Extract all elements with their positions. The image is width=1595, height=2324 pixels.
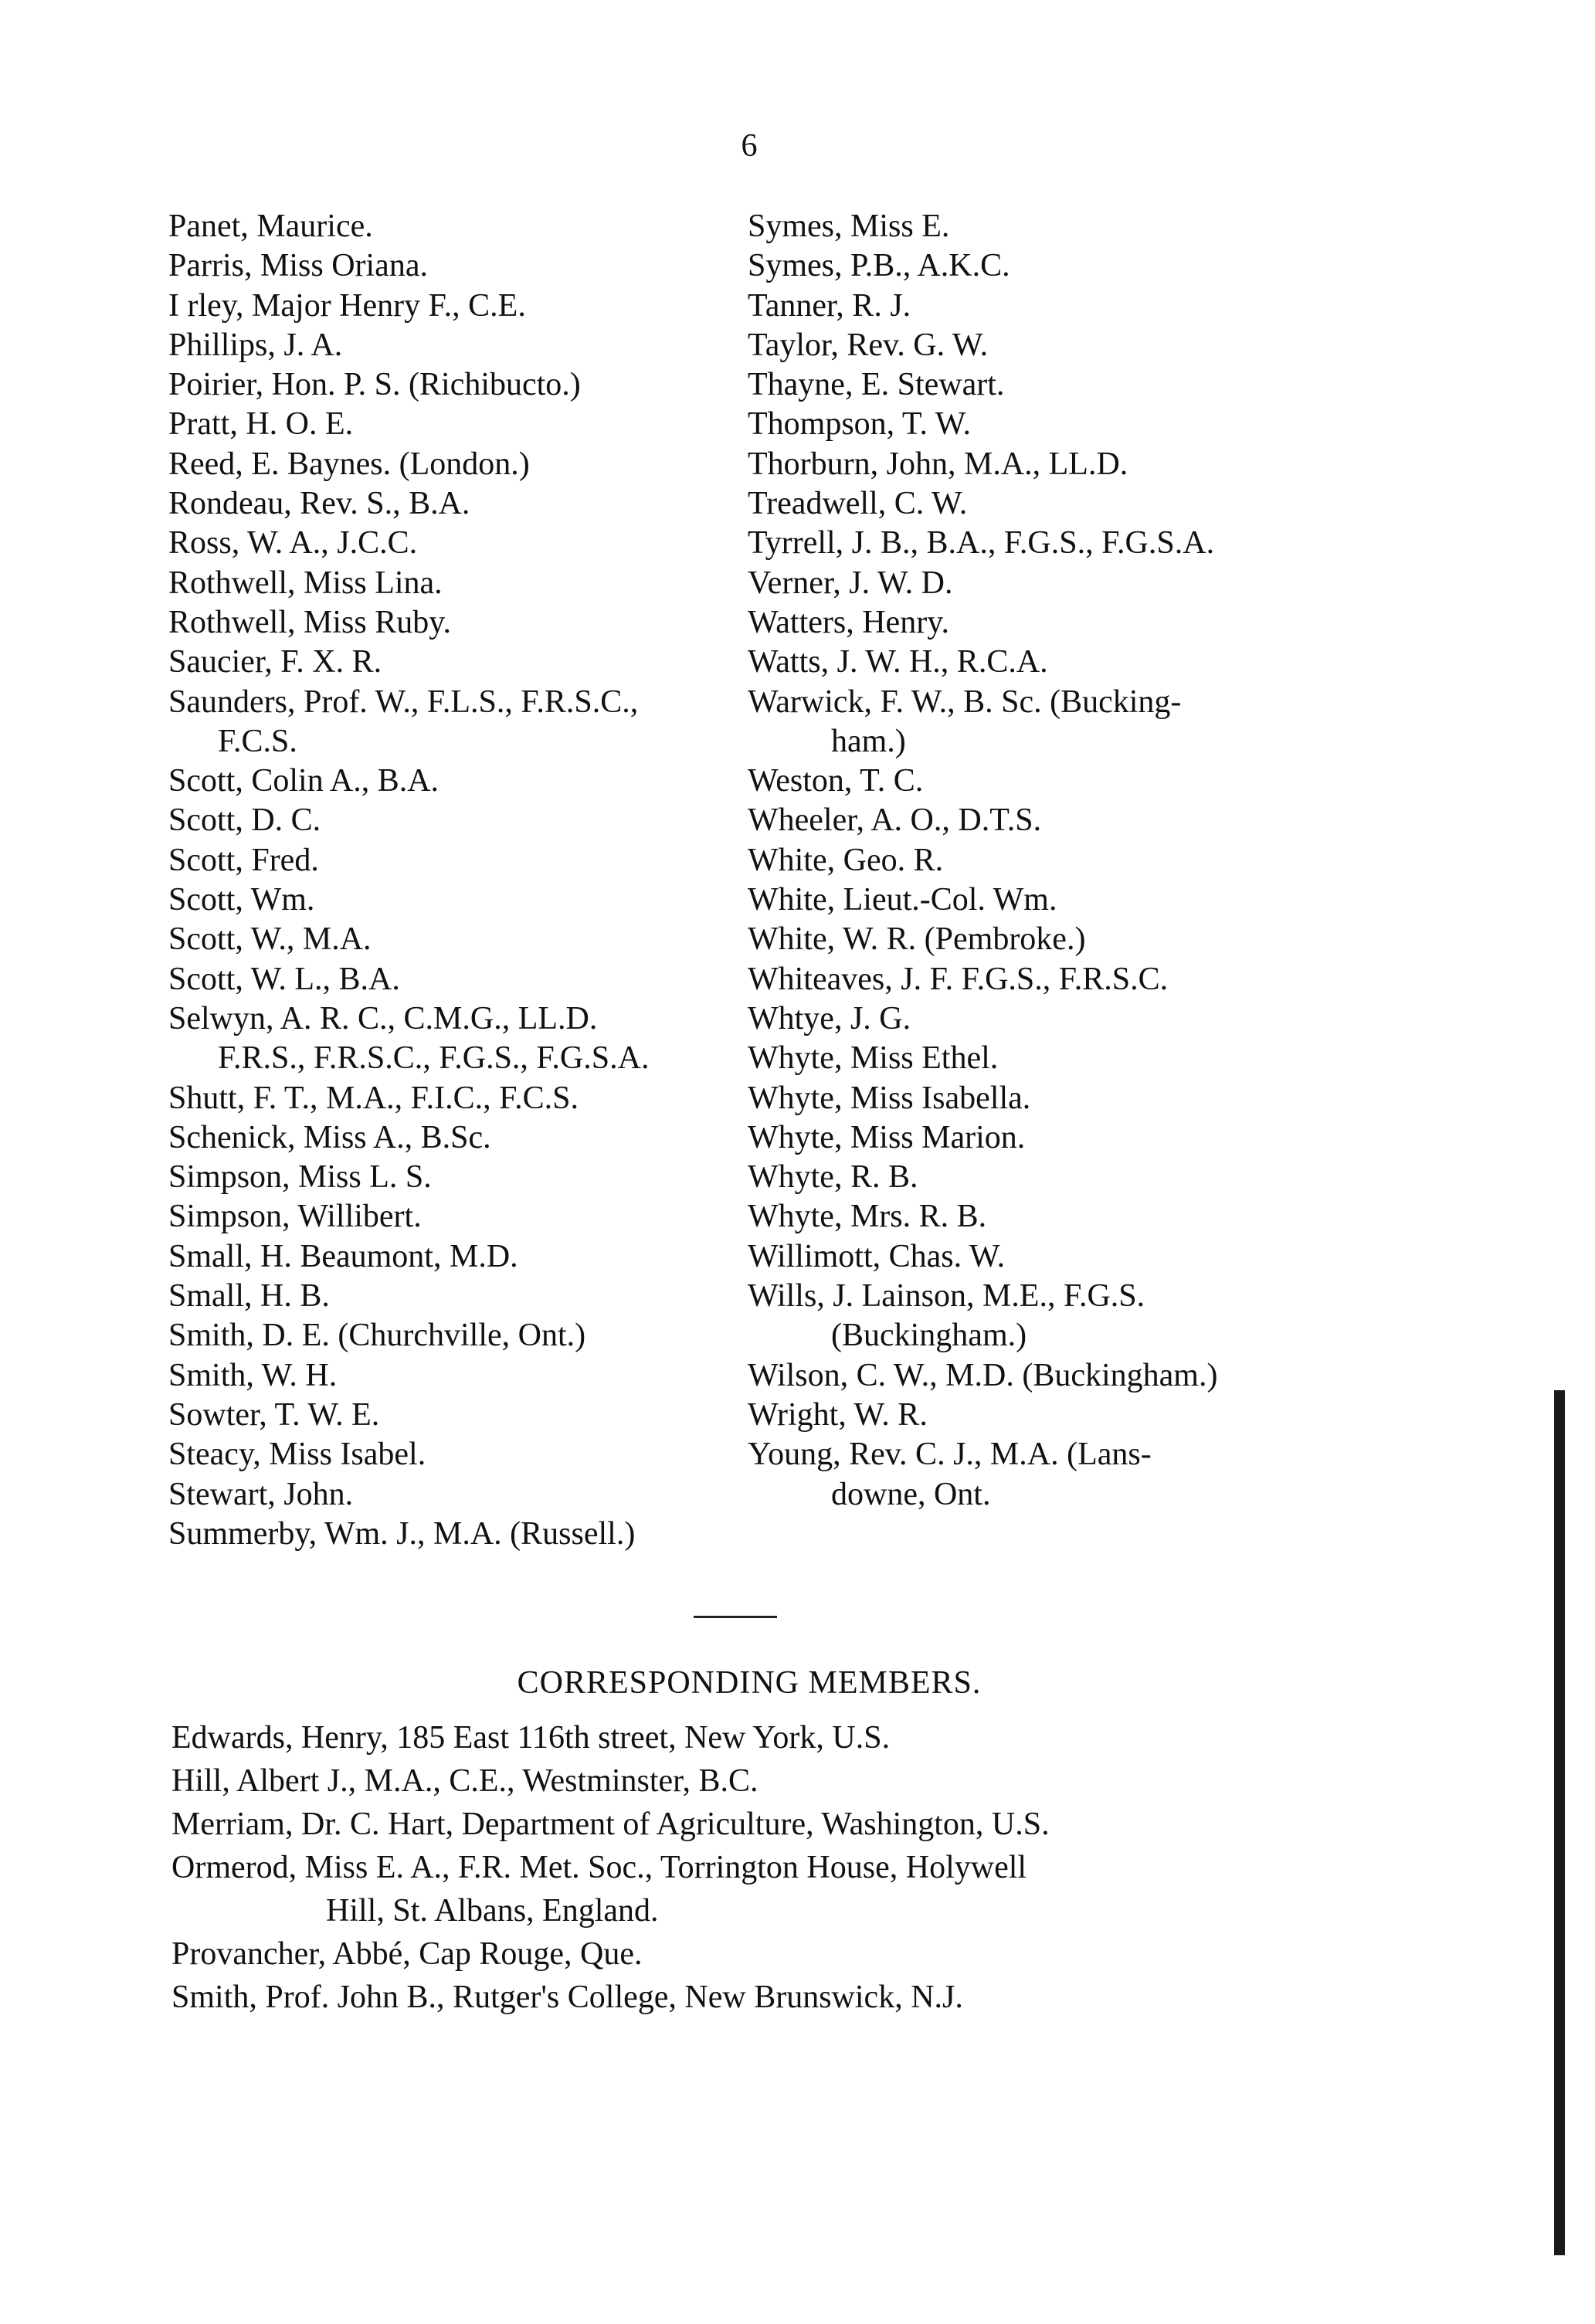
member-entry: Tyrrell, J. B., B.A., F.G.S., F.G.S.A. bbox=[748, 525, 1215, 561]
member-entry: Verner, J. W. D. bbox=[748, 565, 953, 601]
member-entry: Pratt, H. O. E. bbox=[168, 406, 354, 443]
member-entry: Steacy, Miss Isabel. bbox=[168, 1437, 426, 1473]
member-entry: Thorburn, John, M.A., LL.D. bbox=[748, 446, 1128, 482]
member-entry: Smith, W. H. bbox=[168, 1357, 338, 1393]
member-entry: White, Lieut.-Col. Wm. bbox=[748, 882, 1057, 918]
member-entry: Tanner, R. J. bbox=[748, 287, 911, 324]
member-entry: Rondeau, Rev. S., B.A. bbox=[168, 486, 470, 522]
member-entry: Rothwell, Miss Lina. bbox=[168, 565, 443, 601]
member-entry: Wheeler, A. O., D.T.S. bbox=[748, 802, 1042, 839]
member-entry: Treadwell, C. W. bbox=[748, 486, 968, 522]
member-entry: Shutt, F. T., M.A., F.I.C., F.C.S. bbox=[168, 1080, 579, 1116]
corresponding-member-entry: Merriam, Dr. C. Hart, Department of Agriculture, Washington, U.S. bbox=[171, 1807, 1050, 1842]
member-entry: I rley, Major Henry F., C.E. bbox=[168, 287, 526, 324]
member-entry: Scott, W., M.A. bbox=[168, 921, 372, 958]
member-entry: Whyte, Miss Ethel. bbox=[748, 1040, 999, 1077]
corresponding-member-entry: Provancher, Abbé, Cap Rouge, Que. bbox=[171, 1936, 643, 1972]
member-list-left-column bbox=[168, 207, 649, 1554]
member-entry-continuation: F.C.S. bbox=[218, 723, 297, 759]
member-entry: Young, Rev. C. J., M.A. (Lans- bbox=[748, 1437, 1152, 1473]
corresponding-members-list bbox=[171, 1716, 1050, 2019]
member-entry: Ross, W. A., J.C.C. bbox=[168, 525, 418, 561]
member-entry: Watters, Henry. bbox=[748, 604, 949, 640]
member-entry: Stewart, John. bbox=[168, 1476, 354, 1512]
member-entry: Sowter, T. W. E. bbox=[168, 1396, 380, 1433]
member-entry: Warwick, F. W., B. Sc. (Bucking- bbox=[748, 684, 1182, 720]
member-entry: Scott, D. C. bbox=[168, 802, 321, 839]
member-entry: Reed, E. Baynes. (London.) bbox=[168, 446, 530, 482]
member-entry: Scott, Wm. bbox=[168, 882, 315, 918]
corresponding-member-entry: Edwards, Henry, 185 East 116th street, New York, U.S. bbox=[171, 1720, 891, 1756]
member-entry: Simpson, Willibert. bbox=[168, 1199, 422, 1235]
member-entry: Rothwell, Miss Ruby. bbox=[168, 604, 451, 640]
corresponding-member-entry: Ormerod, Miss E. A., F.R. Met. Soc., Torrington House, Holywell bbox=[171, 1850, 1027, 1885]
member-entry: Small, H. Beaumont, M.D. bbox=[168, 1238, 518, 1274]
corresponding-member-entry: Hill, Albert J., M.A., C.E., Westminster, B.C. bbox=[171, 1763, 758, 1799]
member-entry: Panet, Maurice. bbox=[168, 209, 373, 244]
member-entry: Thayne, E. Stewart. bbox=[748, 367, 1005, 403]
page-number: 6 bbox=[741, 128, 758, 164]
corresponding-members-heading: CORRESPONDING MEMBERS. bbox=[517, 1665, 982, 1701]
member-entry-continuation: ham.) bbox=[831, 723, 906, 759]
member-entry-continuation: (Buckingham.) bbox=[831, 1318, 1027, 1354]
member-list-right-column bbox=[748, 207, 1217, 1515]
member-entry: Schenick, Miss A., B.Sc. bbox=[168, 1119, 491, 1155]
member-entry-continuation: downe, Ont. bbox=[831, 1476, 991, 1512]
member-entry: Whyte, Mrs. R. B. bbox=[748, 1199, 987, 1235]
member-entry: Symes, Miss E. bbox=[748, 209, 950, 244]
member-entry: Symes, P.B., A.K.C. bbox=[748, 248, 1010, 284]
member-entry: Summerby, Wm. J., M.A. (Russell.) bbox=[168, 1515, 636, 1552]
member-entry: Smith, D. E. (Churchville, Ont.) bbox=[168, 1318, 586, 1354]
member-entry: White, W. R. (Pembroke.) bbox=[748, 921, 1086, 958]
member-entry: Whtye, J. G. bbox=[748, 1000, 911, 1036]
member-entry: Willimott, Chas. W. bbox=[748, 1238, 1006, 1274]
member-entry: Scott, W. L., B.A. bbox=[168, 961, 400, 997]
member-entry: Whyte, Miss Marion. bbox=[748, 1119, 1026, 1155]
corresponding-member-entry-continuation: Hill, St. Albans, England. bbox=[326, 1893, 659, 1929]
section-divider bbox=[694, 1616, 777, 1618]
member-entry: Weston, T. C. bbox=[748, 763, 924, 799]
member-entry: Thompson, T. W. bbox=[748, 406, 971, 443]
member-entry: White, Geo. R. bbox=[748, 842, 944, 878]
member-entry: Wright, W. R. bbox=[748, 1396, 928, 1433]
scan-edge-shadow bbox=[1554, 1390, 1565, 2255]
member-entry: Scott, Fred. bbox=[168, 842, 319, 878]
member-entry: Watts, J. W. H., R.C.A. bbox=[748, 644, 1048, 680]
member-entry: Parris, Miss Oriana. bbox=[168, 248, 428, 284]
member-entry: Taylor, Rev. G. W. bbox=[748, 327, 989, 363]
member-entry: Poirier, Hon. P. S. (Richibucto.) bbox=[168, 367, 581, 403]
member-entry: Saunders, Prof. W., F.L.S., F.R.S.C., bbox=[168, 684, 639, 720]
member-entry: Scott, Colin A., B.A. bbox=[168, 763, 439, 799]
member-entry: Whyte, Miss Isabella. bbox=[748, 1080, 1031, 1116]
member-entry-continuation: F.R.S., F.R.S.C., F.G.S., F.G.S.A. bbox=[218, 1040, 650, 1077]
corresponding-member-entry: Smith, Prof. John B., Rutger's College, New Brunswick, N.J. bbox=[171, 1980, 963, 2015]
member-entry: Whyte, R. B. bbox=[748, 1159, 918, 1196]
member-entry: Wills, J. Lainson, M.E., F.G.S. bbox=[748, 1278, 1145, 1315]
member-entry: Selwyn, A. R. C., C.M.G., LL.D. bbox=[168, 1000, 598, 1036]
member-entry: Whiteaves, J. F. F.G.S., F.R.S.C. bbox=[748, 961, 1169, 997]
member-entry: Wilson, C. W., M.D. (Buckingham.) bbox=[748, 1357, 1218, 1393]
member-entry: Simpson, Miss L. S. bbox=[168, 1159, 432, 1196]
member-entry: Phillips, J. A. bbox=[168, 327, 343, 363]
member-entry: Small, H. B. bbox=[168, 1278, 330, 1315]
member-entry: Saucier, F. X. R. bbox=[168, 644, 382, 680]
